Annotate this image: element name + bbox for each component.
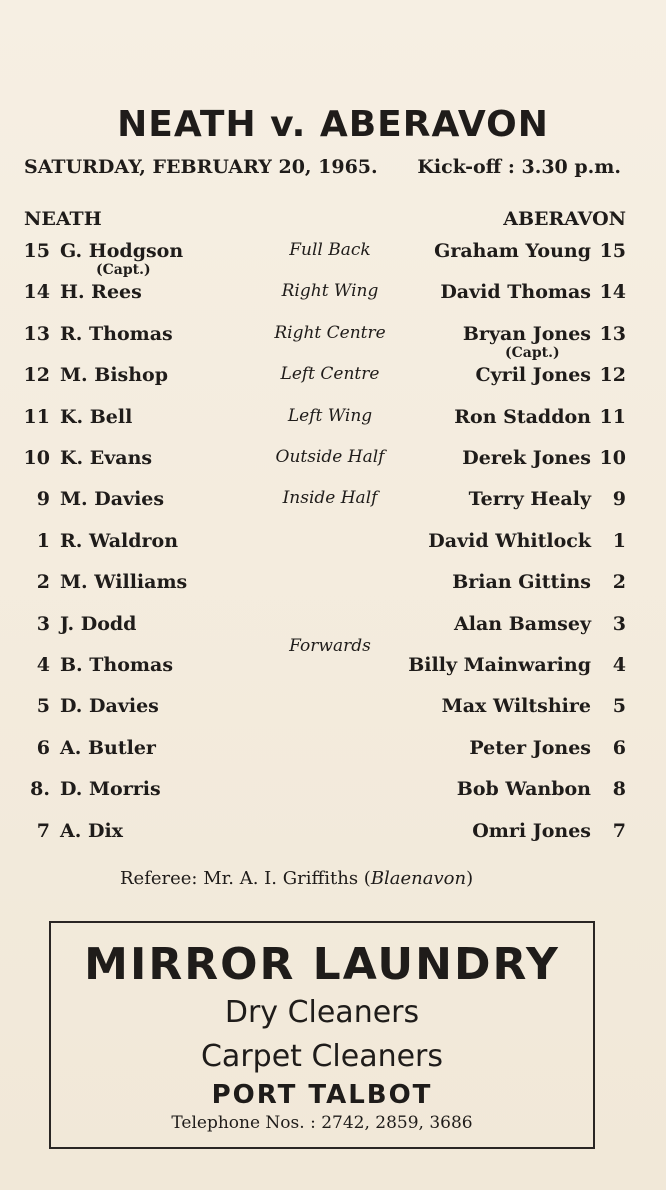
referee-club: Blaenavon xyxy=(370,868,467,889)
player-row xyxy=(0,737,666,767)
away-player-number: 2 xyxy=(612,571,626,594)
away-player-number: 9 xyxy=(612,488,626,511)
advert-line-2: Carpet Cleaners xyxy=(200,1039,444,1074)
player-row xyxy=(0,778,666,808)
advert-name: MIRROR LAUNDRY xyxy=(84,939,560,990)
player-row xyxy=(0,406,666,436)
away-player-name: Ron Staddon xyxy=(454,405,591,428)
player-row xyxy=(0,654,666,684)
home-player-name: H. Rees xyxy=(60,281,142,304)
position-label: Left Wing xyxy=(287,405,373,426)
home-player-number: 15 xyxy=(23,240,50,262)
home-player-number: 9 xyxy=(36,488,50,511)
position-label: Outside Half xyxy=(275,447,385,467)
away-player-number: 12 xyxy=(599,364,626,387)
home-player-number: 6 xyxy=(36,736,50,759)
home-player-number: 12 xyxy=(23,364,50,387)
position-label: Left Centre xyxy=(280,364,380,385)
away-player-number: 15 xyxy=(599,240,626,262)
away-player-number: 13 xyxy=(599,322,626,345)
home-player-name: J. Dodd xyxy=(60,612,137,635)
home-player-name: M. Davies xyxy=(60,488,165,511)
home-player-number: 11 xyxy=(23,405,50,428)
player-row xyxy=(0,240,666,278)
away-player-name: Derek Jones xyxy=(462,447,591,469)
away-player-number: 3 xyxy=(612,612,626,635)
away-player-name: David Whitlock xyxy=(428,529,591,552)
player-row xyxy=(0,447,666,477)
away-player-number: 10 xyxy=(599,447,626,469)
home-player-number: 14 xyxy=(23,281,50,304)
home-player-number: 2 xyxy=(36,571,50,594)
away-player-number: 6 xyxy=(612,736,626,759)
away-player-name: Max Wiltshire xyxy=(441,695,591,718)
forwards-label: Forwards xyxy=(289,636,371,656)
match-date: SATURDAY, FEBRUARY 20, 1965. xyxy=(24,156,378,178)
referee-text: Referee: Mr. A. I. Griffiths ( xyxy=(120,868,371,889)
advert-telephone: Telephone Nos. : 2742, 2859, 3686 xyxy=(171,1113,473,1133)
away-player-name: Bryan Jones xyxy=(462,322,591,345)
home-player-name: B. Thomas xyxy=(60,654,174,676)
home-player-name: R. Thomas xyxy=(60,322,173,345)
player-row xyxy=(0,695,666,725)
away-player-number: 7 xyxy=(612,819,626,842)
away-player-number: 5 xyxy=(612,695,626,718)
away-player-name: Peter Jones xyxy=(469,736,591,759)
home-player-name: R. Waldron xyxy=(60,529,179,552)
advert-town: PORT TALBOT xyxy=(211,1080,433,1110)
away-player-name: Alan Bamsey xyxy=(454,612,591,635)
home-player-number: 10 xyxy=(23,447,50,469)
away-player-number: 14 xyxy=(599,281,626,304)
home-player-name: K. Evans xyxy=(60,447,153,469)
player-row xyxy=(0,488,666,518)
referee-close: ) xyxy=(466,868,474,889)
match-title: NEATH v. ABERAVON xyxy=(117,104,549,145)
home-player-number: 1 xyxy=(36,529,50,552)
home-player-name: A. Dix xyxy=(60,819,123,842)
away-player-name: Brian Gittins xyxy=(452,571,591,594)
away-player-number: 11 xyxy=(599,405,626,428)
home-captain-mark: (Capt.) xyxy=(96,262,151,278)
player-row xyxy=(0,571,666,601)
player-row xyxy=(0,322,666,361)
home-team-heading: NEATH xyxy=(24,208,102,230)
away-player-number: 1 xyxy=(612,529,626,552)
player-row xyxy=(0,281,666,311)
home-player-number: 5 xyxy=(36,695,50,718)
away-player-name: Cyril Jones xyxy=(475,364,591,387)
away-player-name: Billy Mainwaring xyxy=(408,654,591,676)
player-row xyxy=(0,530,666,560)
home-player-number: 4 xyxy=(36,654,50,676)
player-row xyxy=(0,820,666,850)
kickoff-time: Kick-off : 3.30 p.m. xyxy=(417,156,621,178)
home-player-name: A. Butler xyxy=(60,736,156,759)
home-player-name: G. Hodgson xyxy=(60,240,184,262)
away-player-name: Bob Wanbon xyxy=(456,778,591,801)
position-label: Inside Half xyxy=(282,488,378,509)
player-row xyxy=(0,364,666,394)
home-player-number: 13 xyxy=(23,322,50,345)
position-label: Full Back xyxy=(289,240,371,260)
home-player-name: M. Williams xyxy=(60,571,188,594)
home-player-name: M. Bishop xyxy=(60,364,169,387)
advert-box xyxy=(49,921,595,1149)
position-label: Right Wing xyxy=(281,281,379,302)
away-player-name: David Thomas xyxy=(440,281,591,304)
away-player-number: 4 xyxy=(612,654,626,676)
home-player-number: 7 xyxy=(36,819,50,842)
away-player-number: 8 xyxy=(612,778,626,801)
away-captain-mark: (Capt.) xyxy=(505,344,560,361)
advert-line-1: Dry Cleaners xyxy=(224,995,420,1030)
home-player-number: 3 xyxy=(36,612,50,635)
away-player-name: Terry Healy xyxy=(468,488,591,511)
home-player-name: D. Davies xyxy=(60,695,159,718)
home-player-name: K. Bell xyxy=(60,405,133,428)
home-player-number: 8. xyxy=(30,778,50,801)
away-team-heading: ABERAVON xyxy=(503,208,626,230)
home-player-name: D. Morris xyxy=(60,778,161,801)
away-player-name: Graham Young xyxy=(434,240,591,262)
position-label: Right Centre xyxy=(274,322,386,343)
referee-line xyxy=(120,868,473,889)
away-player-name: Omri Jones xyxy=(472,819,591,842)
